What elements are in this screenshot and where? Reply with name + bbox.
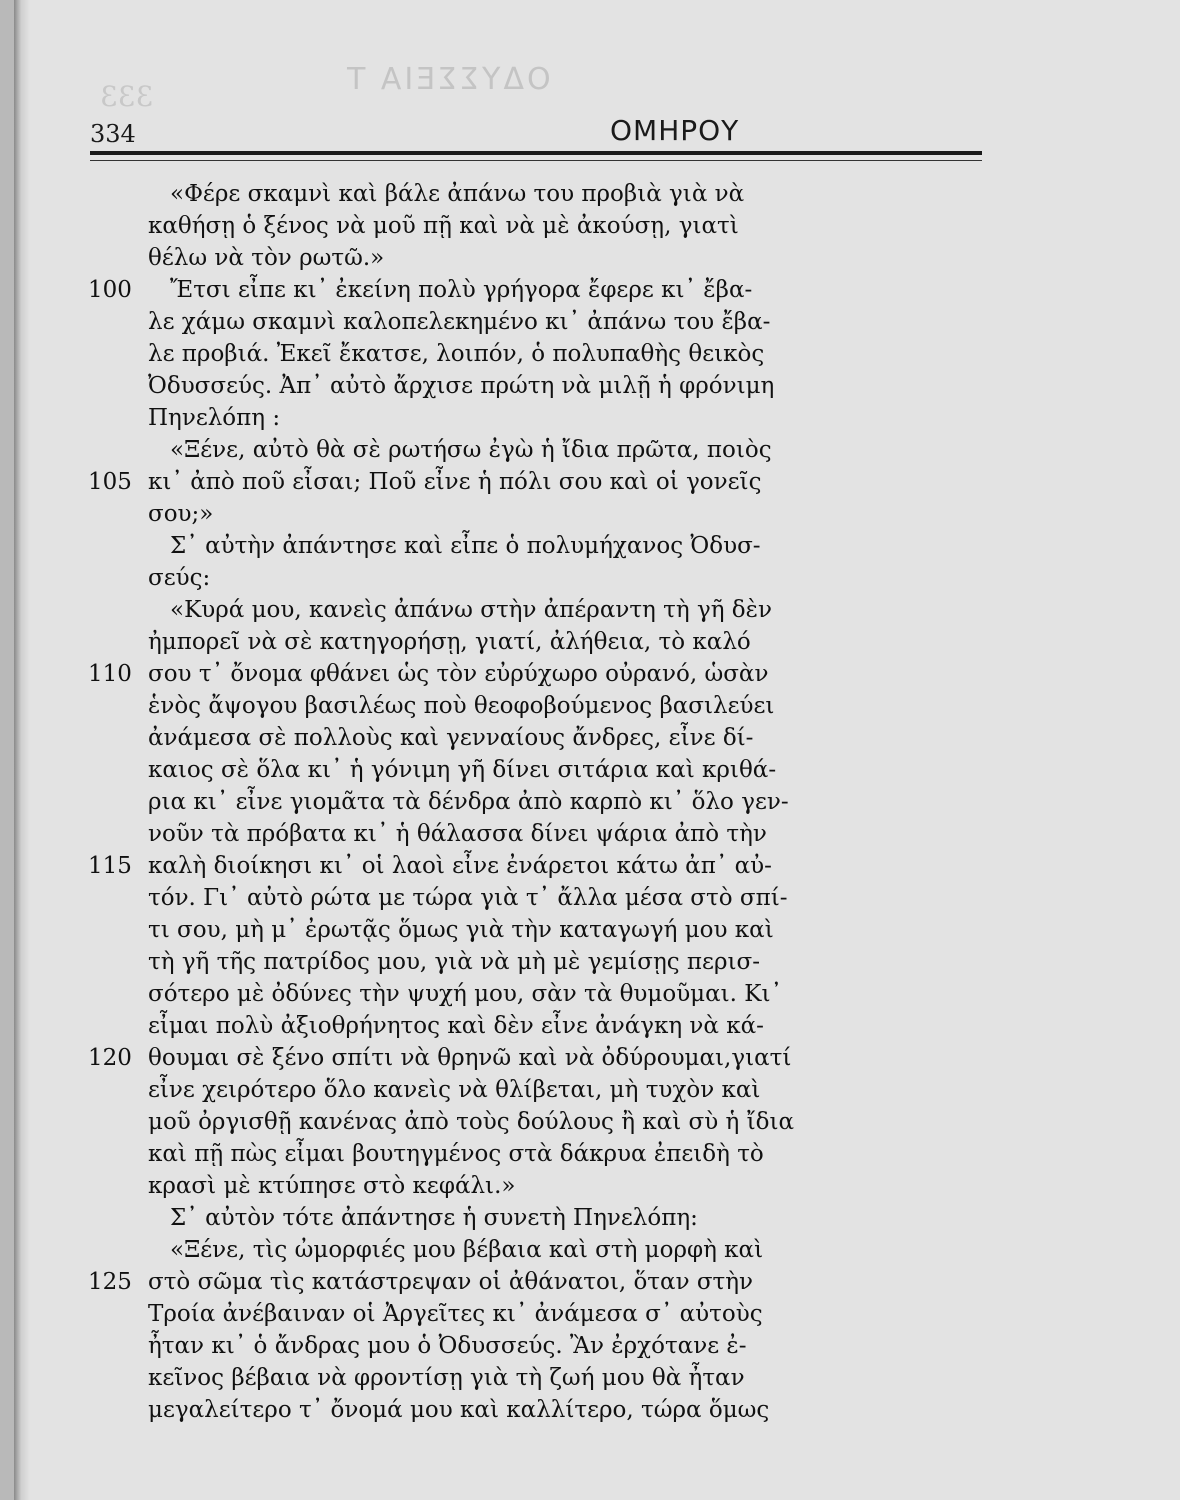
text-line: τόν. Γι᾽ αὐτὸ ρώτα με τώρα γιὰ τ᾽ ἄλλα μέσα στὸ σπί- [148,885,788,911]
text-line: καὶ πῇ πὼς εἶμαι βουτηγμένος στὰ δάκρυα ἐπειδὴ τὸ [148,1141,764,1167]
text-line: θέλω νὰ τὸν ρωτῶ.» [148,245,385,271]
text-line: ἑνὸς ἄψογου βασιλέως ποὺ θεοφοβούμενος βασιλεύει [148,693,775,719]
text-line: Σ᾽ αὐτὴν ἀπάντησε καὶ εἶπε ὁ πολυμήχανος Ὀδυσ- [170,533,761,559]
text-line: τὴ γῆ τῆς πατρίδος μου, γιὰ νὰ μὴ μὲ γεμίσῃς περισ- [148,949,760,975]
text-line: εἶμαι πολὺ ἀξιοθρήνητος καὶ δὲν εἶνε ἀνάγκη νὰ κά- [148,1013,764,1039]
verse-line-number: 100 [88,277,132,303]
text-line: σου;» [148,501,214,527]
text-line: σότερο μὲ ὀδύνες τὴν ψυχή μου, σὰν τὰ θυμοῦμαι. Κι᾽ [148,981,782,1007]
show-through-page-number: 333 [100,80,154,113]
text-line: σου τ᾽ ὄνομα φθάνει ὡς τὸν εὐρύχωρο οὐρανό, ὡσὰν [148,661,769,687]
verse-line-number: 115 [88,853,132,879]
text-line: τι σου, μὴ μ᾽ ἐρωτᾷς ὅμως γιὰ τὴν καταγωγή μου καὶ [148,917,774,943]
show-through-title: ΟΔΥΣΣΕΙΑ Τ [344,62,551,97]
page-number: 334 [90,120,136,148]
text-line: Πηνελόπη : [148,405,281,431]
verse-line-number: 110 [88,661,132,687]
page-edge-shadow [14,0,30,1500]
text-line: Τροία ἀνέβαιναν οἱ Ἀργεῖτες κι᾽ ἀνάμεσα σ᾽ αὐτοὺς [148,1301,763,1327]
verse-line-number: 120 [88,1045,132,1071]
text-line: μεγαλείτερο τ᾽ ὄνομά μου καὶ καλλίτερο, τώρα ὅμως [148,1397,770,1423]
text-line: λε χάμω σκαμνὶ καλοπελεκημένο κι᾽ ἀπάνω του ἔβα- [148,309,771,335]
text-line: «Φέρε σκαμνὶ καὶ βάλε ἀπάνω του προβιὰ γιὰ νὰ [170,181,745,207]
text-line: σεύς: [148,565,211,591]
text-line: «Κυρά μου, κανεὶς ἀπάνω στὴν ἀπέραντη τὴ γῆ δὲν [170,597,772,623]
text-line: Ἔτσι εἶπε κι᾽ ἐκείνη πολὺ γρήγορα ἔφερε κι᾽ ἔβα- [170,277,753,303]
running-title: ΟΜΗΡΟΥ [610,114,740,147]
text-line: κεῖνος βέβαια νὰ φροντίσῃ γιὰ τὴ ζωή μου θὰ ἦταν [148,1365,745,1391]
text-line: καλὴ διοίκησι κι᾽ οἱ λαοὶ εἶνε ἐνάρετοι κάτω ἀπ᾽ αὐ- [148,853,772,879]
text-line: κρασὶ μὲ κτύπησε στὸ κεφάλι.» [148,1173,516,1199]
text-line: νοῦν τὰ πρόβατα κι᾽ ἡ θάλασσα δίνει ψάρια ἀπὸ τὴν [148,821,767,847]
text-line: Ὀδυσσεύς. Ἀπ᾽ αὐτὸ ἄρχισε πρώτη νὰ μιλῇ ἡ φρόνιμη [148,373,775,399]
text-line: λε προβιά. Ἐκεῖ ἔκατσε, λοιπόν, ὁ πολυπαθὴς θεικὸς [148,341,765,367]
text-line: θουμαι σὲ ξένο σπίτι νὰ θρηνῶ καὶ νὰ ὀδύρουμαι,γιατί [148,1045,792,1071]
text-line: καιος σὲ ὅλα κι᾽ ἡ γόνιμη γῆ δίνει σιτάρια καὶ κριθά- [148,757,777,783]
text-line: Σ᾽ αὐτὸν τότε ἀπάντησε ἡ συνετὴ Πηνελόπη: [170,1205,698,1231]
text-line: μοῦ ὀργισθῇ κανένας ἀπὸ τοὺς δούλους ἢ καὶ σὺ ἡ ἴδια [148,1109,795,1135]
text-line: καθήσῃ ὁ ξένος νὰ μοῦ πῇ καὶ νὰ μὲ ἀκούσῃ, γιατὶ [148,213,739,239]
text-line: στὸ σῶμα τὶς κατάστρεψαν οἱ ἀθάνατοι, ὅταν στὴν [148,1269,754,1295]
text-line: ἠμπορεῖ νὰ σὲ κατηγορήσῃ, γιατί, ἀλήθεια, τὸ καλό [148,629,751,655]
text-line: ρια κι᾽ εἶνε γιομᾶτα τὰ δένδρα ἀπὸ καρπὸ κι᾽ ὅλο γεν- [148,789,789,815]
header-rule-thin [90,160,982,161]
text-line: «Ξένε, αὐτὸ θὰ σὲ ρωτήσω ἐγὼ ἡ ἴδια πρῶτα, ποιὸς [170,437,772,463]
header-rule [90,151,982,155]
text-line: εἶνε χειρότερο ὅλο κανεὶς νὰ θλίβεται, μὴ τυχὸν καὶ [148,1077,761,1103]
text-line: κι᾽ ἀπὸ ποῦ εἶσαι; Ποῦ εἶνε ἡ πόλι σου καὶ οἱ γονεῖς [148,469,762,495]
text-line: ἦταν κι᾽ ὁ ἄνδρας μου ὁ Ὀδυσσεύς. Ἂν ἐρχότανε ἐ- [148,1333,747,1359]
verse-line-number: 125 [88,1269,132,1295]
text-line: «Ξένε, τὶς ὠμορφιές μου βέβαια καὶ στὴ μορφὴ καὶ [170,1237,764,1263]
text-line: ἀνάμεσα σὲ πολλοὺς καὶ γενναίους ἄνδρες, εἶνε δί- [148,725,754,751]
verse-line-number: 105 [88,469,132,495]
